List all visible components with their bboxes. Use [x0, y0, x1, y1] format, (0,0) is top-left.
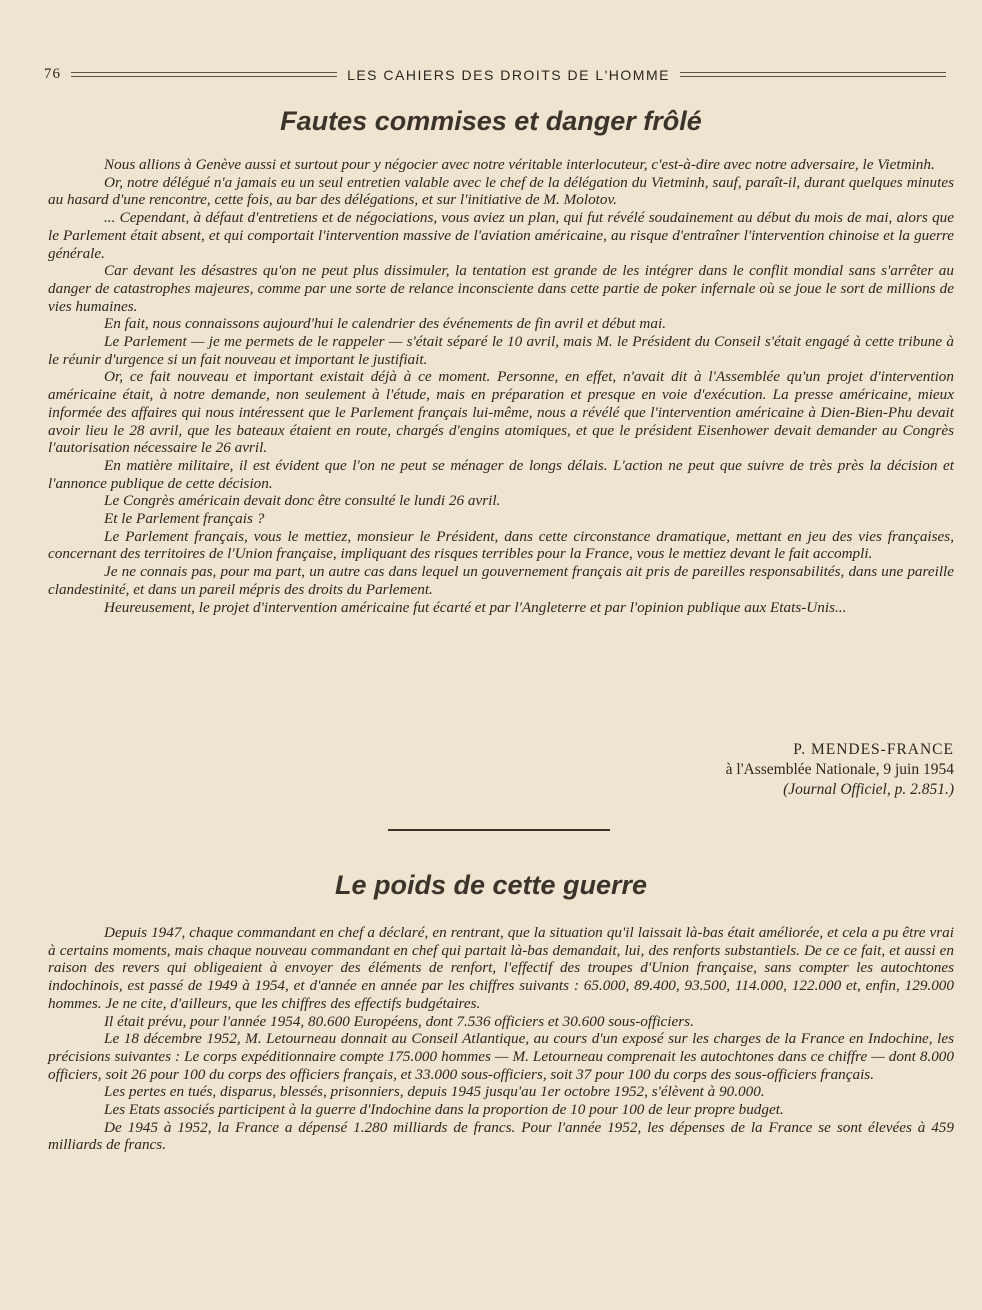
section2-title: Le poids de cette guerre [334, 870, 648, 900]
section1-paragraph: En fait, nous connaissons aujourd'hui le calendrier des événements de fin avril et début mai. [104, 315, 667, 333]
running-head [44, 66, 946, 83]
section2-paragraph: De 1945 à 1952, la France a dépensé 1.280 milliards de francs. Pour l'année 1952, les dépenses de la France se sont élevées à 459 milliards de francs. [48, 1118, 954, 1154]
page-number: 76 [44, 66, 61, 82]
section2-paragraph: Depuis 1947, chaque commandant en chef a déclaré, en rentrant, que la situation qu'il laissait là-bas était améliorée, et cela a pu être vrai à certains moments, mais chaque nouveau commandant en chef qui partait là-bas demandait, lui, des renforts substantiels. De ce ce fait, et aussi en raison des revers qui obligeaient à envoyer des éléments de renfort, l'effectif des troupes d'Union française, sans compter les autochtones indochinois, est passé de 1949 à 1954, et d'année en année par les chiffres suivants : 65.000, 89.400, 93.500, 114.000, 122.000 et, enfin, 129.000 hommes. Je ne cite, d'ailleurs, que les chiffres des effectifs budgétaires. [48, 924, 954, 1012]
section1-paragraph: Car devant les désastres qu'on ne peut plus dissimuler, la tentation est grande de les intégrer dans le conflit mondial sans s'arrêter au danger de catastrophes majeures, comme par une sorte de relance inconsciente dans cette partie de poker infernale où se joue le sort de millions de vies humaines. [48, 262, 954, 315]
signature-block [600, 740, 954, 800]
section1-title: Fautes commises et danger frôlé [280, 106, 702, 136]
section2-paragraph: Il était prévu, pour l'année 1954, 80.600 Européens, dont 7.536 officiers et 30.600 sous-officiers. [104, 1012, 694, 1030]
section1-paragraph: Or, notre délégué n'a jamais eu un seul entretien valable avec le chef de la délégation du Vietminh, sauf, paraît-il, durant quelques minutes au hasard d'une rencontre, cette fois, au bar des délégations, et sur l'initiative de M. Molotov. [48, 173, 954, 209]
section1-paragraph: Nous allions à Genève aussi et surtout pour y négocier avec notre véritable interlocuteur, c'est-à-dire avec notre adversaire, le Vietminh. [104, 156, 935, 173]
section2-body [48, 924, 954, 1154]
section1-body [48, 156, 954, 616]
section1-paragraph: En matière militaire, il est évident que l'on ne peut se ménager de longs délais. L'action ne peut que suivre de très près la décision et l'annonce publique de cette décision. [48, 456, 954, 492]
section1-paragraph: Et le Parlement français ? [104, 510, 265, 528]
running-head-rule-right [680, 72, 946, 77]
running-head-rule-left [71, 72, 337, 77]
section1-paragraph: Je ne connais pas, pour ma part, un autre cas dans lequel un gouvernement français ait pris de pareilles responsabilités, dans une pareille clandestinité, et dans un pareil mépris des droits du Parlement. [48, 563, 954, 598]
section2-paragraph: Le 18 décembre 1952, M. Letourneau donnait au Conseil Atlantique, au cours d'un exposé sur les charges de la France en Indochine, les précisions suivantes : Le corps expéditionnaire compte 175.000 hommes — M. Letourneau comprenait les autochtones dans ce chiffre — dont 8.000 officiers, soit 26 pour 100 du corps des officiers français, et 33.000 sous-officiers, soit 37 pour 100 du corps des sous-officiers français. [48, 1030, 954, 1083]
signature-source: (Journal Officiel, p. 2.851.) [783, 781, 954, 798]
running-head-title: LES CAHIERS DES DROITS DE L'HOMME [347, 66, 670, 83]
signature-place: à l'Assemblée Nationale, 9 juin 1954 [725, 761, 954, 778]
section2-paragraph: Les Etats associés participent à la guerre d'Indochine dans la proportion de 10 pour 100 de leur propre budget. [104, 1101, 784, 1119]
section1-paragraph: Heureusement, le projet d'intervention américaine fut écarté et par l'Angleterre et par l'opinion publique aux Etats-Unis... [104, 598, 847, 616]
section1-paragraph: Le Parlement français, vous le mettiez, monsieur le Président, dans cette circonstance dramatique, mettant en jeu des vies françaises, concernant des territoires de l'Union française, impliquant des risques terribles pour la France, vous le mettiez devant le fait accompli. [48, 527, 954, 563]
section1-paragraph: Or, ce fait nouveau et important existait déjà à ce moment. Personne, en effet, n'avait dit à l'Assemblée qu'un projet d'intervention américaine était, à notre demande, non seulement à l'étude, mais en préparation et presque en voie d'exécution. La presse américaine, mieux informée des affaires qui nous intéressent que le Parlement français lui-même, nous a révélé que l'intervention américaine à Dien-Bien-Phu devait avoir lieu le 28 avril, que les bateaux étaient en route, chargés d'engins atomiques, et que le président Eisenhower devait demander au Congrès l'autorisation nécessaire le 26 avril. [48, 368, 954, 457]
section2-paragraph: Les pertes en tués, disparus, blessés, prisonniers, depuis 1945 jusqu'au 1er octobre 1952, s'élèvent à 90.000. [104, 1083, 765, 1101]
signature-name: P. MENDES-FRANCE [793, 741, 954, 758]
section-separator [388, 829, 610, 831]
section1-paragraph: Le Parlement — je me permets de le rappeler — s'était séparé le 10 avril, mais M. le Président du Conseil s'était engagé à cette tribune à le réunir d'urgence si un fait nouveau et important le justifiait. [48, 333, 954, 368]
section1-paragraph: ... Cependant, à défaut d'entretiens et de négociations, vous aviez un plan, qui fut révélé soudainement au début du mois de mai, alors que le Parlement était absent, et qui comportait l'intervention massive de l'aviation américaine, au risque d'entraîner l'intervention chinoise et la guerre générale. [48, 209, 954, 262]
section1-paragraph: Le Congrès américain devait donc être consulté le lundi 26 avril. [104, 492, 501, 510]
